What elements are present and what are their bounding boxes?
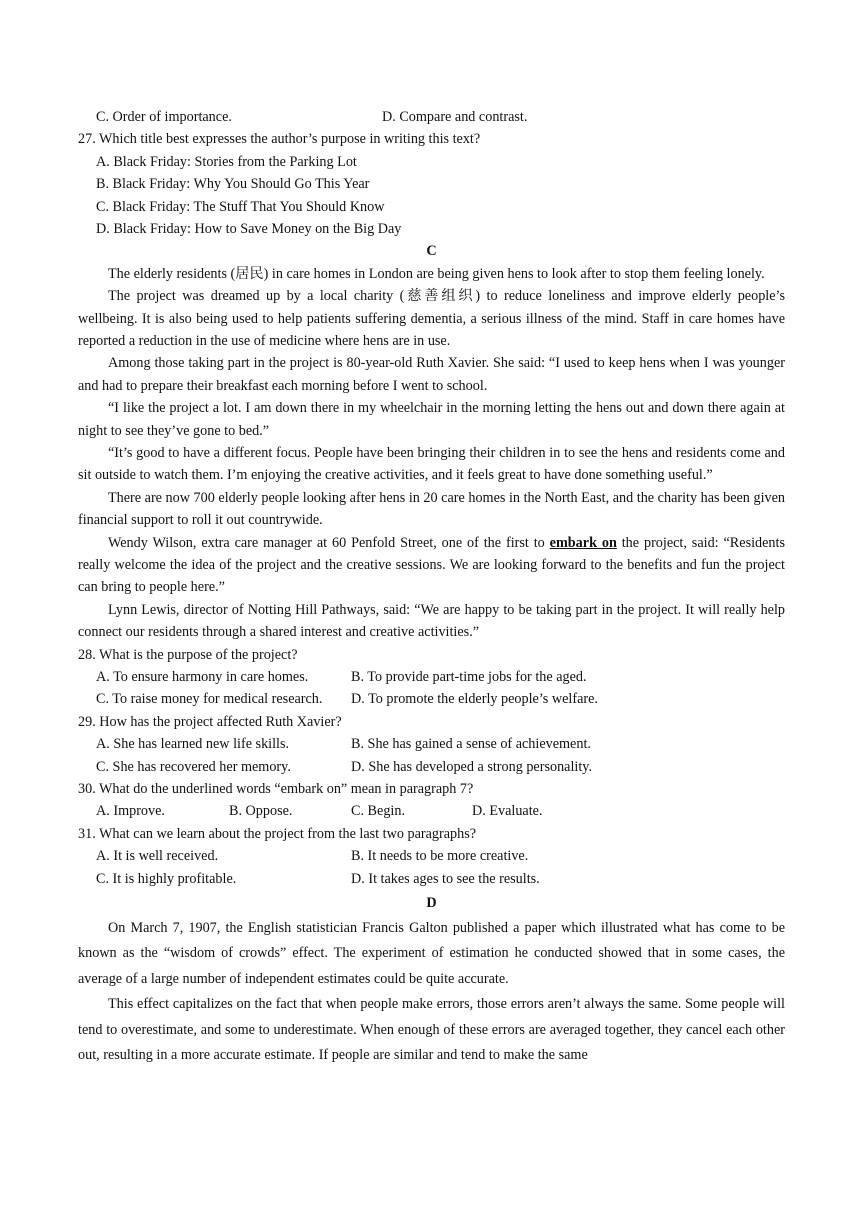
question-31-option-c: C. It is highly profitable. [96, 870, 237, 887]
question-30-option-c: C. Begin. [351, 803, 405, 820]
question-28-options-row-2 [78, 688, 785, 710]
question-31-option-d: D. It takes ages to see the results. [351, 870, 540, 887]
question-28-option-d: D. To promote the elderly people’s welfare. [351, 691, 598, 708]
section-c-paragraph-7 [78, 532, 785, 599]
section-d-paragraph-1: On March 7, 1907, the English statistician Francis Galton published a paper which illustrated what has come to be known as the “wisdom of crowds” effect. The experiment of estimation he conducted showed that in some cases, the average of a large number of independent estimates could be quite accurate. [78, 919, 785, 987]
section-c-paragraph-8: Lynn Lewis, director of Notting Hill Pathways, said: “We are happy to be taking part in the project. It will really help connect our residents through a shared interest and creative activities.” [78, 601, 785, 641]
question-27-option-b: B. Black Friday: Why You Should Go This Year [96, 176, 370, 193]
question-30-stem: 30. What do the underlined words “embark on” mean in paragraph 7? [78, 780, 474, 797]
question-29-option-c: C. She has recovered her memory. [96, 758, 291, 775]
option-c: C. Order of importance. [96, 109, 232, 125]
section-c-paragraph-5: “It’s good to have a different focus. People have been bringing their children in to see the hens and residents come and sit outside to watch them. I’m enjoying the creative activities, and it feels great to have done something useful.” [78, 444, 785, 484]
option-row [78, 106, 785, 128]
question-28-option-b: B. To provide part-time jobs for the aged. [351, 669, 587, 686]
question-31-options-row-2 [78, 868, 785, 890]
question-31-options-row-1 [78, 845, 785, 867]
question-29-option-b: B. She has gained a sense of achievement. [351, 736, 591, 753]
paragraph-7-text-before: Wendy Wilson, extra care manager at 60 Penfold Street, one of the first to [108, 534, 550, 551]
paragraph-7-text-after: the project, said: “Residents really welcome the idea of the project and the creative sessions. We are looking forward to the benefits and fun the project can bring to people here.” [78, 534, 785, 596]
question-31-option-a: A. It is well received. [96, 848, 219, 865]
section-c-paragraph-6: There are now 700 elderly people looking after hens in 20 care homes in the North East, and the charity has been given financial support to roll it out countrywide. [78, 489, 785, 529]
section-c-heading: C [426, 243, 437, 260]
question-30-option-a: A. Improve. [96, 803, 165, 820]
section-c-paragraph-2: The project was dreamed up by a local charity (慈善组织) to reduce loneliness and improve elderly people’s wellbeing. It is also being used to help patients suffering dementia, a serious illness of the mind. Staff in care homes have reported a reduction in the use of medicine where hens are in use. [78, 288, 785, 349]
question-29-option-a: A. She has learned new life skills. [96, 736, 290, 753]
section-d-heading: D [426, 894, 437, 911]
question-29-options-row-2 [78, 756, 785, 778]
question-27-option-d: D. Black Friday: How to Save Money on the Big Day [96, 220, 402, 237]
question-29-options-row-1 [78, 733, 785, 755]
question-28-options-row-1 [78, 666, 785, 688]
section-c-paragraph-4: “I like the project a lot. I am down there in my wheelchair in the morning letting the hens out and down there again at night to see they’ve gone to bed.” [78, 400, 785, 439]
question-29-stem: 29. How has the project affected Ruth Xavier? [78, 713, 342, 730]
question-27-option-a: A. Black Friday: Stories from the Parking Lot [96, 153, 357, 170]
section-d-paragraph-2: This effect capitalizes on the fact that when people make errors, those errors aren’t always the same. Some people will tend to overestimate, and some to underestimate. When enough of these errors are averaged together, they cancel each other out, resulting in a more accurate estimate. If people are similar and tend to make the same [78, 996, 785, 1064]
option-d: D. Compare and contrast. [382, 109, 528, 125]
question-29-option-d: D. She has developed a strong personality. [351, 758, 592, 775]
question-30-option-d: D. Evaluate. [472, 803, 543, 820]
question-30-option-b: B. Oppose. [229, 803, 293, 820]
question-27-option-c: C. Black Friday: The Stuff That You Should Know [96, 198, 385, 215]
document-page [78, 106, 785, 1069]
section-c-paragraph-3: Among those taking part in the project is 80-year-old Ruth Xavier. She said: “I used to keep hens when I was younger and had to prepare their breakfast each morning before I went to school. [78, 355, 785, 394]
underlined-phrase: embark on [549, 534, 617, 551]
question-28-option-a: A. To ensure harmony in care homes. [96, 669, 309, 686]
question-28-stem: 28. What is the purpose of the project? [78, 646, 298, 663]
question-30-options-row [78, 800, 785, 822]
question-31-stem: 31. What can we learn about the project from the last two paragraphs? [78, 825, 477, 842]
section-c-paragraph-1: The elderly residents (居民) in care homes in London are being given hens to look after to stop them feeling lonely. [108, 265, 765, 282]
question-28-option-c: C. To raise money for medical research. [96, 691, 323, 708]
question-27-stem: 27. Which title best expresses the author’s purpose in writing this text? [78, 131, 481, 148]
question-31-option-b: B. It needs to be more creative. [351, 848, 529, 865]
